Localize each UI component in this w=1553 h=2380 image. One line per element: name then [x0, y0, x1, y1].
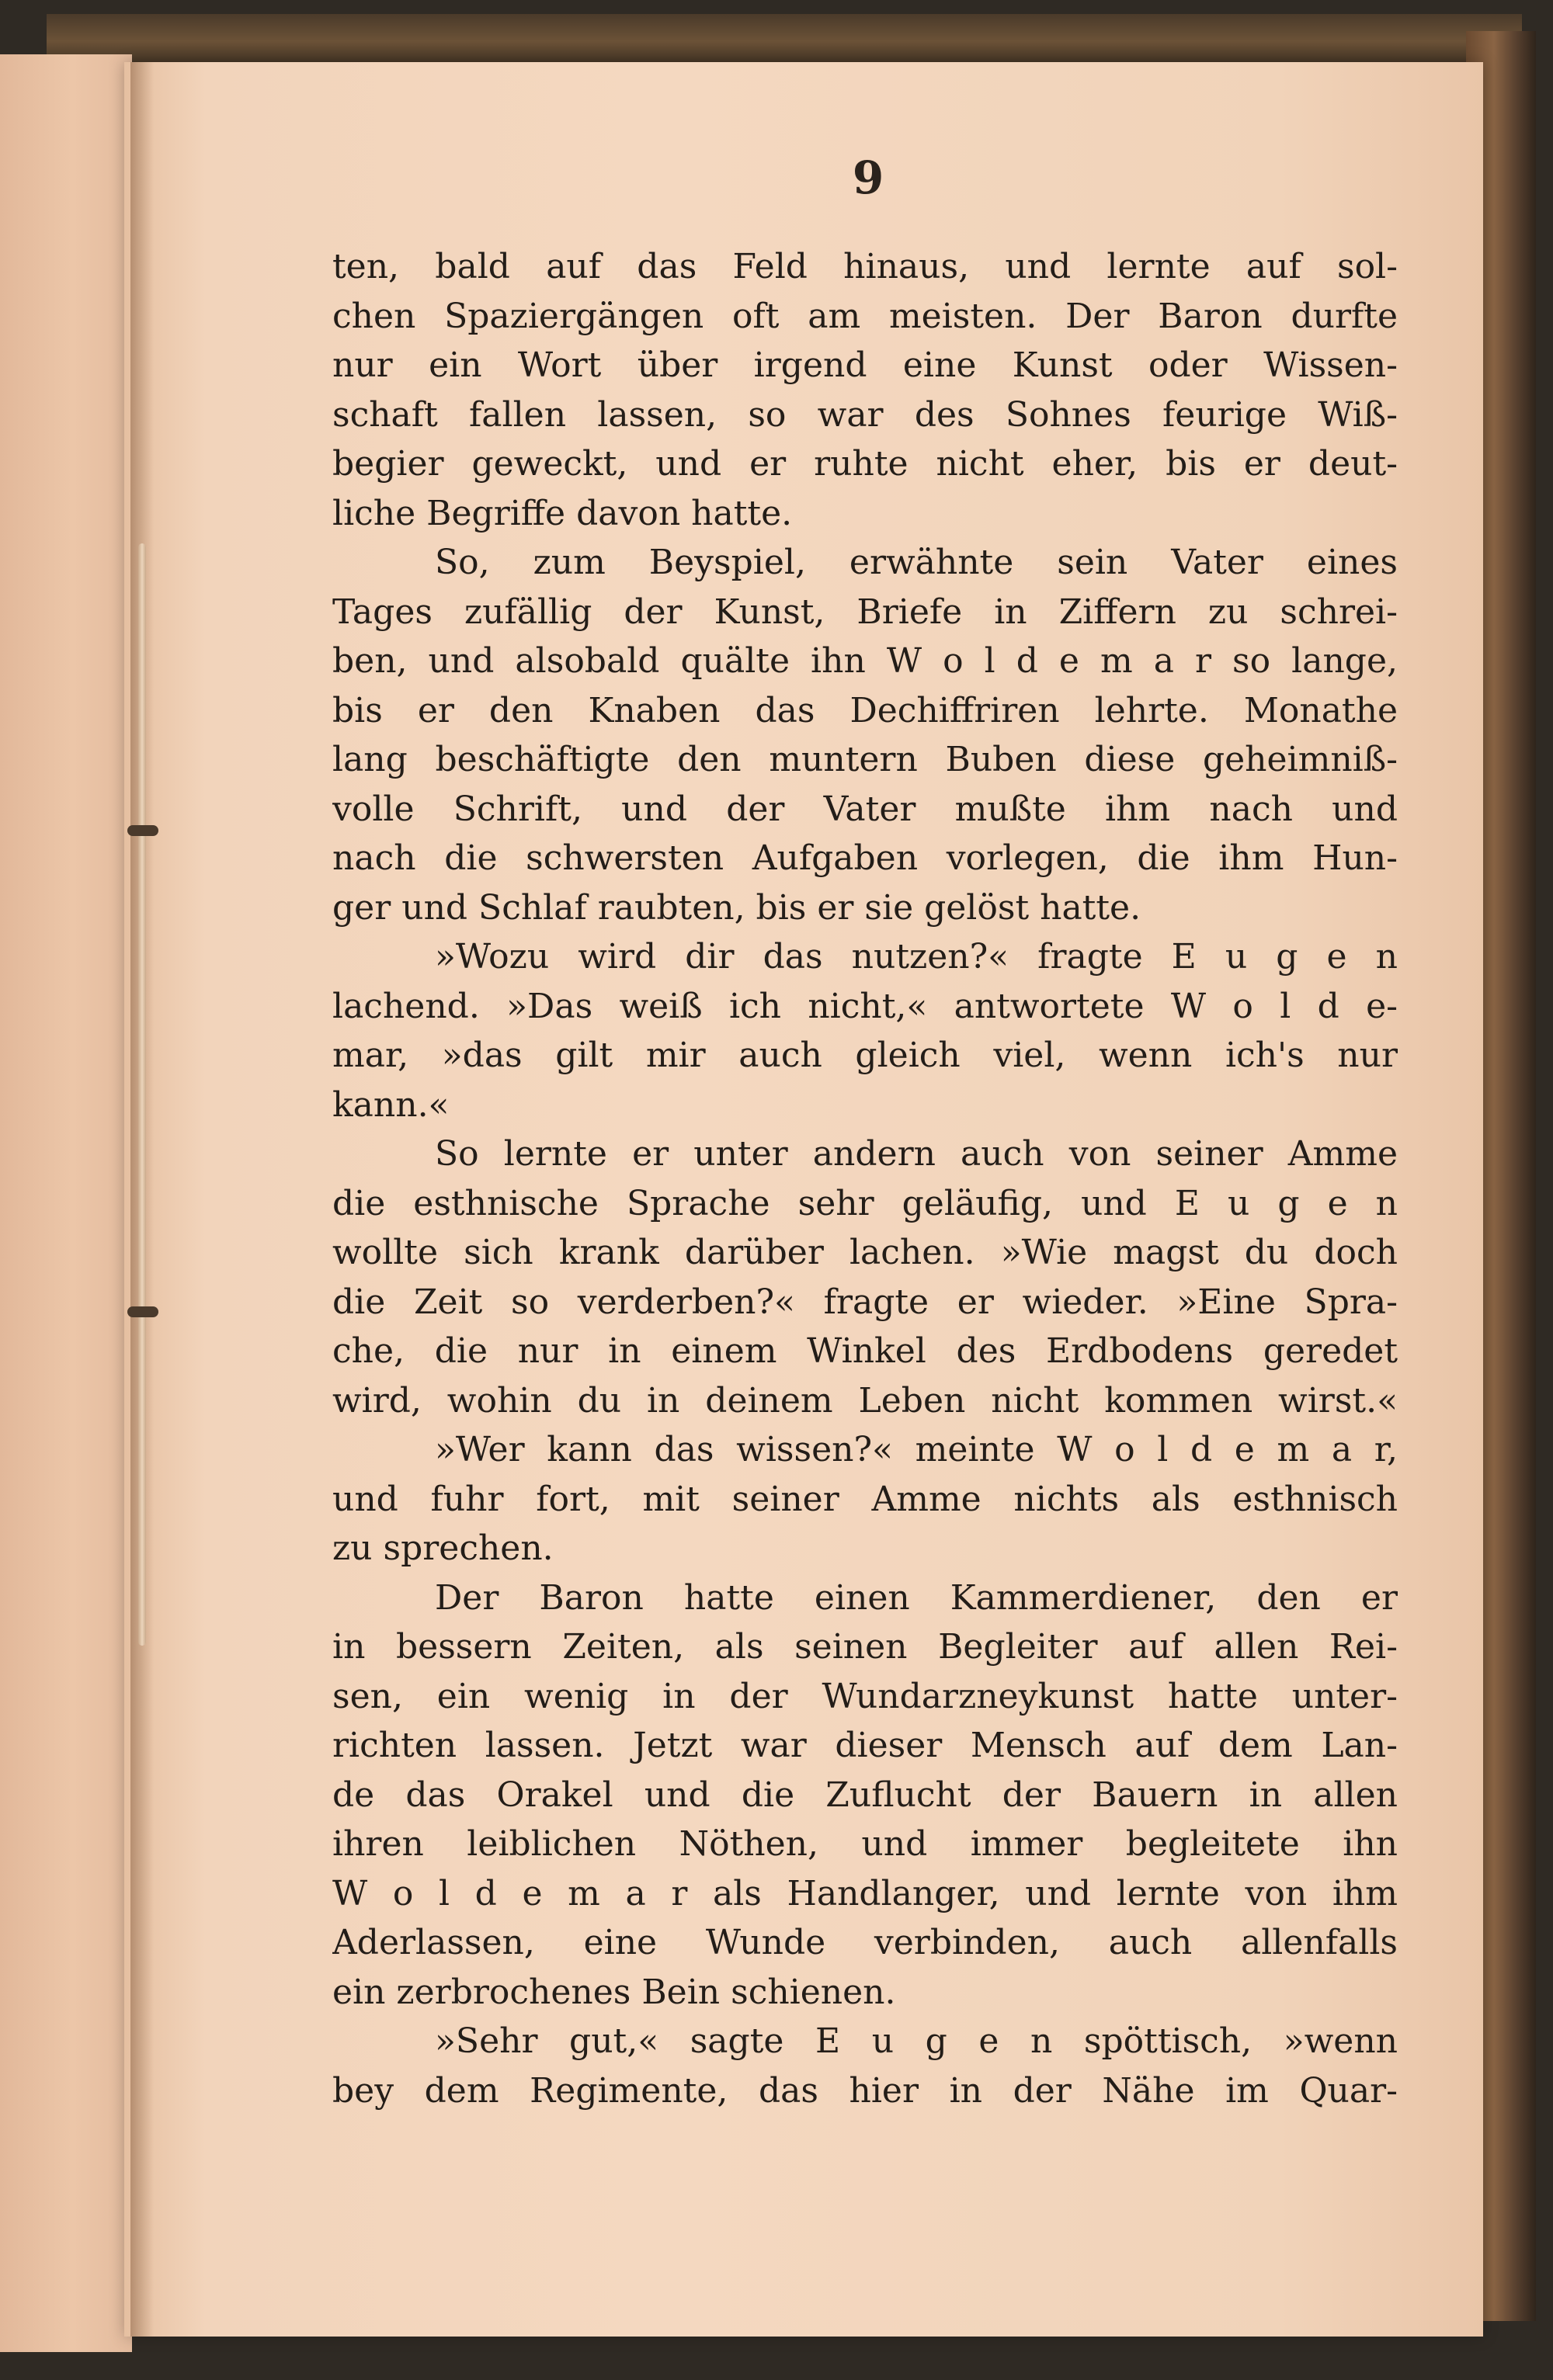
text-line: lang beschäftigte den muntern Buben diese geheimniß- [332, 740, 1398, 779]
text-line: ben, und alsobald quälte ihn W o l d e m a r so lange, [332, 641, 1398, 681]
text-line: volle Schrift, und der Vater mußte ihm nach und [332, 789, 1398, 829]
text-line: ger und Schlaf raubten, bis er sie gelöst hatte. [332, 887, 1141, 928]
text-line: schaft fallen lassen, so war des Sohnes feurige Wiß- [332, 394, 1398, 435]
text-line: Tages zufällig der Kunst, Briefe in Ziffern zu schrei- [332, 592, 1398, 632]
text-line: lachend. »Das weiß ich nicht,« antwortete W o l d e- [332, 986, 1398, 1026]
text-line: Aderlassen, eine Wunde verbinden, auch allenfalls [332, 1923, 1398, 1962]
text-line: nur ein Wort über irgend eine Kunst oder Wissen- [332, 345, 1398, 385]
text-line: »Wozu wird dir das nutzen?« fragte E u g e n [435, 937, 1398, 977]
text-line: liche Begriffe davon hatte. [332, 493, 793, 533]
text-line: So lernte er unter andern auch von seiner Amme [435, 1134, 1398, 1174]
text-line: »Wer kann das wissen?« meinte W o l d e m a r, [435, 1430, 1398, 1469]
text-line: zu sprechen. [332, 1528, 554, 1568]
text-line: die esthnische Sprache sehr geläufig, und E u g e n [332, 1183, 1398, 1223]
text-line: mar, »das gilt mir auch gleich viel, wenn ich's nur [332, 1036, 1398, 1075]
text-line: ihren leiblichen Nöthen, und immer begleitete ihn [332, 1824, 1398, 1864]
text-line: ein zerbrochenes Bein schienen. [332, 1972, 896, 2012]
text-line: ten, bald auf das Feld hinaus, und lernte auf sol- [332, 247, 1398, 286]
text-line: bis er den Knaben das Dechiffriren lehrte. Monathe [332, 690, 1398, 730]
text-line: in bessern Zeiten, als seinen Begleiter auf allen Rei- [332, 1627, 1398, 1667]
text-line: Der Baron hatte einen Kammerdiener, den er [435, 1577, 1398, 1618]
text-line: kann.« [332, 1084, 450, 1125]
text-line: richten lassen. Jetzt war dieser Mensch auf dem Lan- [332, 1726, 1398, 1765]
text-line: chen Spaziergängen oft am meisten. Der Baron durfte [332, 296, 1398, 336]
text-line: de das Orakel und die Zuflucht der Bauern in allen [332, 1775, 1398, 1815]
page-number: 9 [852, 151, 884, 204]
text-line: »Sehr gut,« sagte E u g e n spöttisch, »wenn [435, 2021, 1398, 2061]
text-line: sen, ein wenig in der Wundarzneykunst hatte unter- [332, 1676, 1398, 1716]
text-line: nach die schwersten Aufgaben vorlegen, die ihm Hun- [332, 838, 1398, 878]
book-cover-top-edge [47, 14, 1522, 68]
text-line: begier geweckt, und er ruhte nicht eher, bis er deut- [332, 444, 1398, 484]
text-line: bey dem Regimente, das hier in der Nähe im Quar- [332, 2070, 1398, 2111]
text-line: und fuhr fort, mit seiner Amme nichts als esthnisch [332, 1479, 1398, 1519]
body-text [332, 242, 1398, 2115]
text-line: die Zeit so verderben?« fragte er wieder. »Eine Spra- [332, 1282, 1398, 1322]
text-line: wird, wohin du in deinem Leben nicht kommen wirst.« [332, 1380, 1398, 1421]
binding-knot [127, 1306, 158, 1317]
text-line: che, die nur in einem Winkel des Erdbodens geredet [332, 1331, 1398, 1371]
text-line: So, zum Beyspiel, erwähnte sein Vater eines [435, 543, 1398, 582]
binding-thread [138, 543, 146, 1646]
binding-knot [127, 825, 158, 836]
left-page-edge [0, 54, 132, 2352]
text-line: wollte sich krank darüber lachen. »Wie magst du doch [332, 1233, 1398, 1272]
text-line: W o l d e m a r als Handlanger, und lernte von ihm [332, 1873, 1398, 1913]
